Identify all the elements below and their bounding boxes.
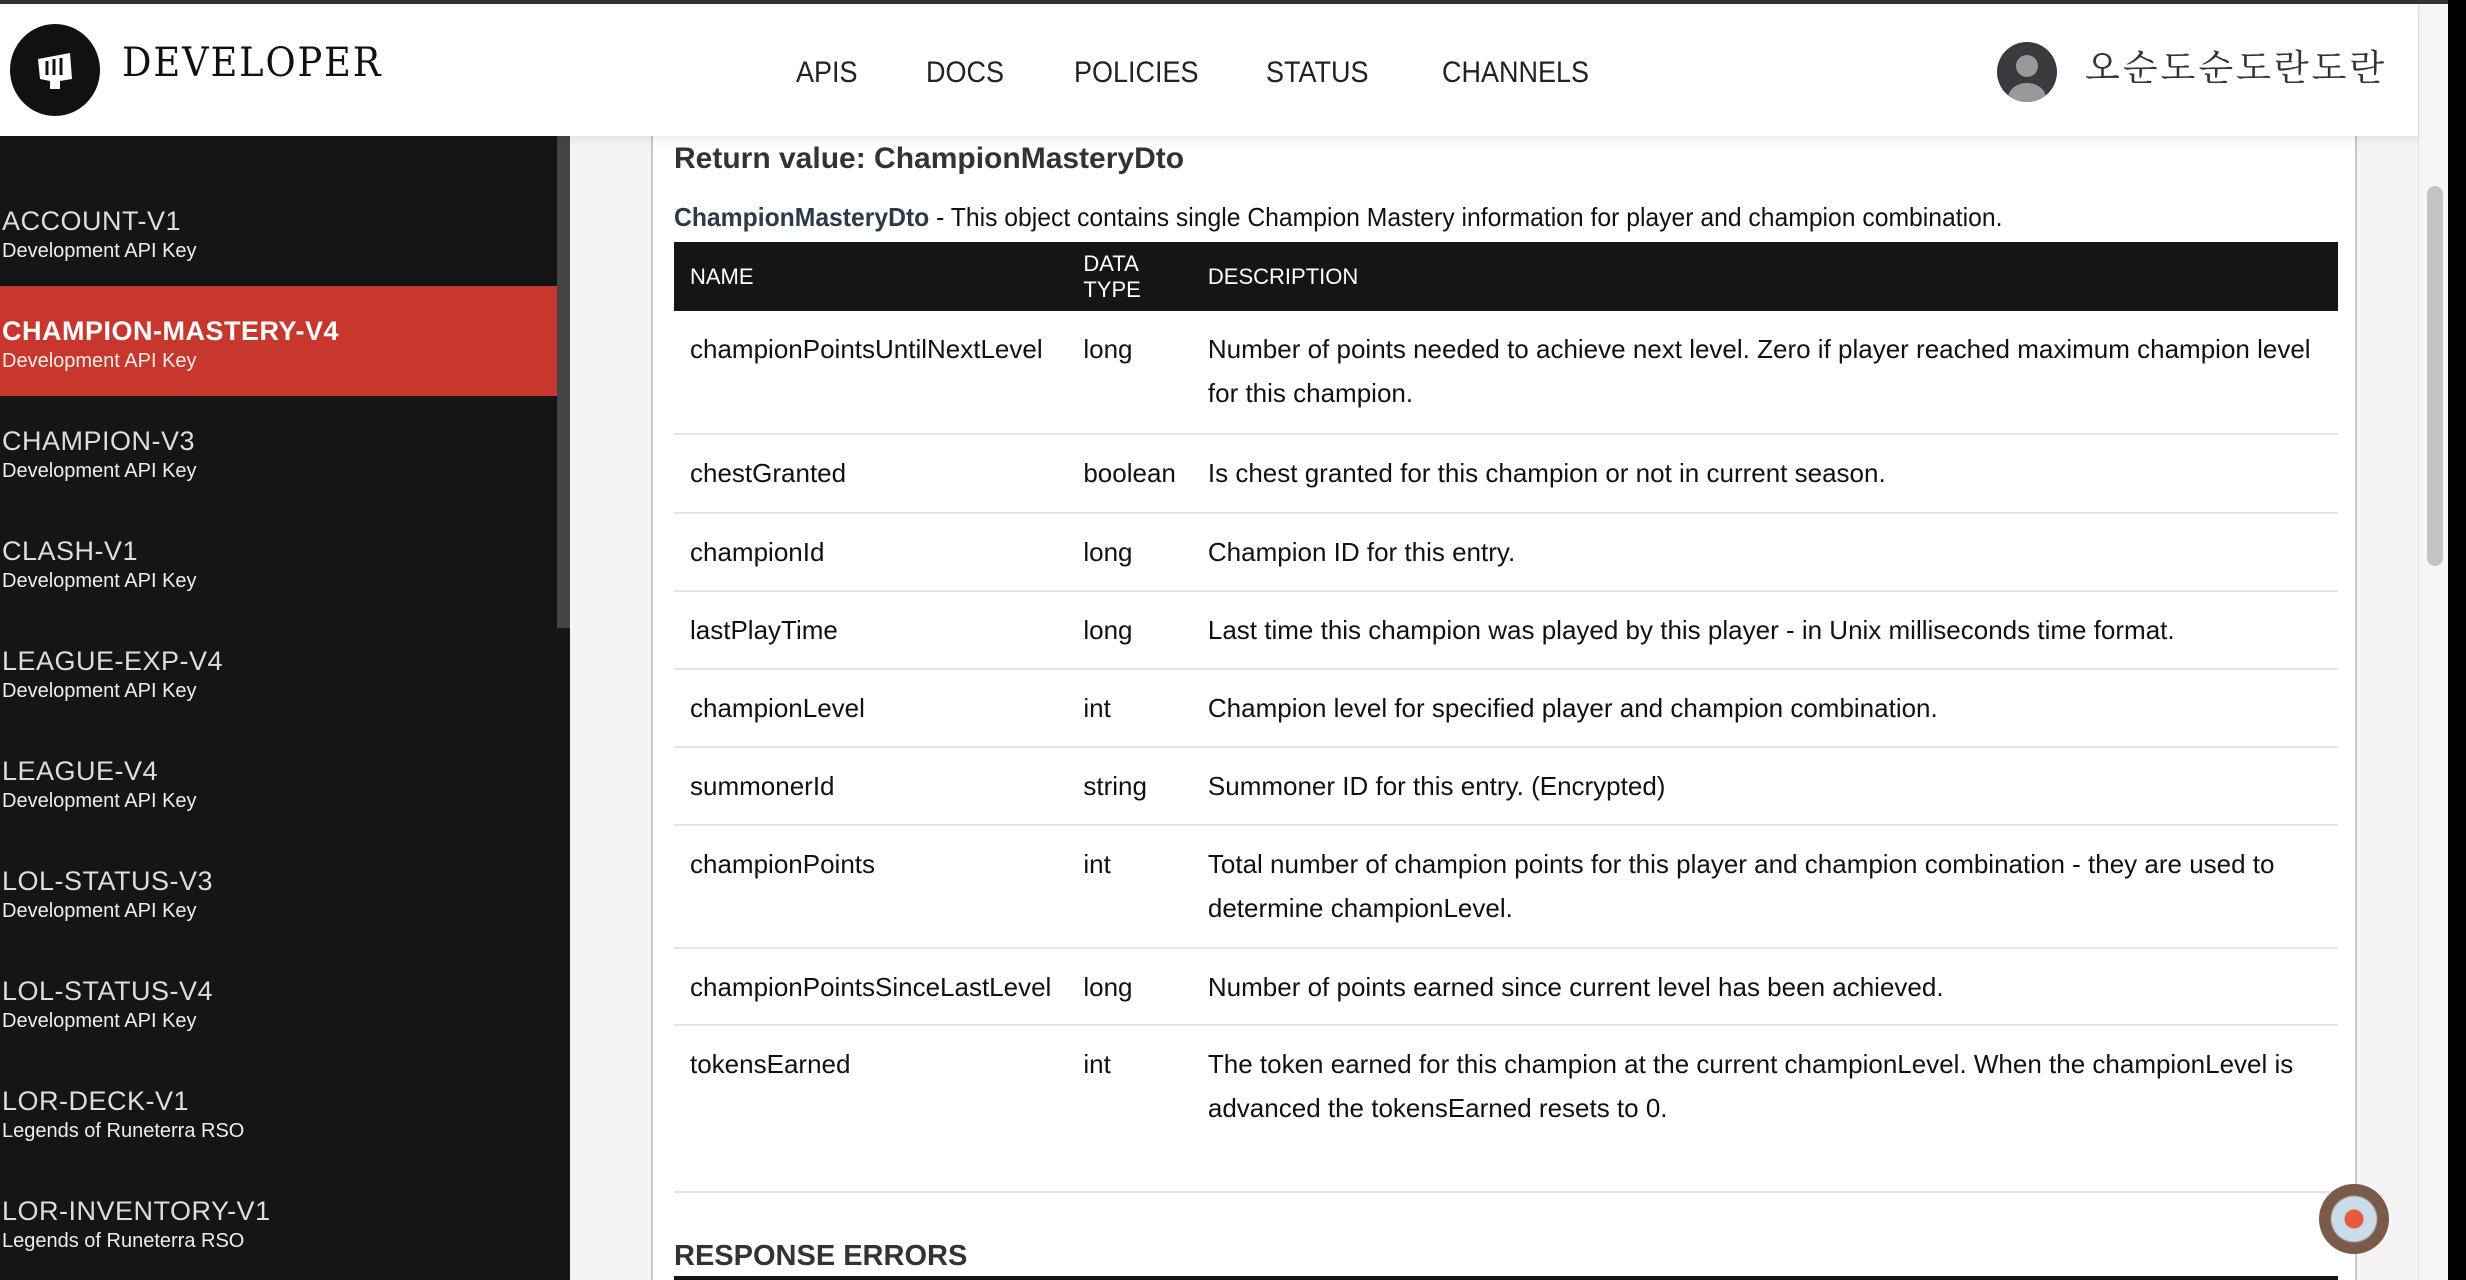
dto-name: ChampionMasteryDto [674,202,930,232]
nav-channels[interactable]: CHANNELS [1442,56,1590,89]
field-name-text: lastPlayTime [690,615,838,645]
sidebar-item[interactable] [0,176,557,286]
field-name-text: championPointsSinceLastLevel [690,972,1052,1002]
window-edge [2448,0,2466,1280]
page-scrollbar-thumb[interactable] [2427,186,2443,566]
field-type-text: long [1083,537,1133,567]
sidebar-item-title: CHAMPION-V3 [2,426,196,456]
field-name [674,669,1067,747]
response-errors-heading: RESPONSE ERRORS [674,1240,968,1272]
top-nav-bar [0,4,2418,136]
field-type [1067,1025,1192,1192]
nav-docs[interactable]: DOCS [926,56,1005,89]
field-description [1192,513,2338,591]
field-type [1067,669,1192,747]
field-description [1192,747,2338,825]
content-panel [651,136,2357,1280]
sidebar-item[interactable] [0,286,557,396]
field-description-text: Number of points earned since current level has been achieved. [1207,972,1944,1002]
sidebar-item[interactable] [0,396,557,506]
sidebar-item-title: LOL-STATUS-V4 [2,976,214,1006]
nav-policies[interactable]: POLICIES [1074,56,1199,89]
field-description-text: Summoner ID for this entry. (Encrypted) [1207,771,1666,801]
sidebar-item-title: LEAGUE-EXP-V4 [2,646,224,676]
field-type-text: long [1083,615,1133,645]
table-row [674,747,2338,825]
sidebar-item[interactable] [0,616,557,726]
table-row [674,1025,2338,1192]
table-row [674,669,2338,747]
sidebar-item-subtitle: Legends of Runeterra RSO [2,1230,245,1252]
field-description [1192,311,2338,434]
dto-description [674,202,2002,233]
sidebar-item[interactable] [0,1166,557,1276]
field-description [1192,1025,2338,1192]
field-description [1192,591,2338,669]
field-description-text: Last time this champion was played by this player - in Unix milliseconds time format. [1207,615,2175,645]
table-row [674,513,2338,591]
user-avatar-icon[interactable] [1997,42,2057,102]
field-type [1067,948,1192,1025]
riot-fist-logo-icon[interactable] [10,24,100,116]
field-type-text: boolean [1083,458,1176,488]
username[interactable]: 오순도순도란도란 [2085,48,2388,89]
field-name-text: tokensEarned [690,1049,851,1079]
field-type-text: int [1083,693,1111,723]
sidebar-item[interactable] [0,836,557,946]
field-name-text: summonerId [690,771,835,801]
field-type [1067,825,1192,948]
sidebar-item-subtitle: Development API Key [2,350,197,372]
sidebar-item-subtitle: Development API Key [2,900,197,922]
sidebar-item-subtitle: Development API Key [2,460,197,482]
sidebar-item-subtitle: Development API Key [2,240,197,262]
col-data-type: DATA TYPE [1067,242,1192,311]
sidebar-item[interactable] [0,726,557,836]
api-sidebar [0,136,570,1280]
sidebar-item-title: LOL-STATUS-V3 [2,866,214,896]
field-name [674,747,1067,825]
table-row [674,591,2338,669]
sidebar-item-subtitle: Development API Key [2,570,197,592]
dto-fields-table [674,242,2338,1193]
field-name [674,434,1067,513]
field-description-text: Is chest granted for this champion or not in current season. [1207,458,1886,488]
field-name [674,311,1067,434]
sidebar-item[interactable] [0,1056,557,1166]
sidebar-item-title: LOR-DECK-V1 [2,1086,190,1116]
field-description [1192,948,2338,1025]
sidebar-item-title: LEAGUE-V4 [2,756,159,786]
col-description: DESCRIPTION [1192,242,2338,311]
col-name: NAME [674,242,1067,311]
field-name [674,1025,1067,1192]
field-name-text: championId [690,537,825,567]
dto-desc-text: - This object contains single Champion Mastery information for player and champion combination. [929,202,2003,232]
field-type-text: string [1083,771,1147,801]
sidebar-item-subtitle: Legends of Runeterra RSO [2,1120,245,1142]
field-description [1192,434,2338,513]
sidebar-item-title: CLASH-V1 [2,536,139,566]
field-name [674,948,1067,1025]
field-type [1067,513,1192,591]
sidebar-item-subtitle: Development API Key [2,680,197,702]
sidebar-item-title: LOR-INVENTORY-V1 [2,1196,271,1226]
field-description [1192,669,2338,747]
field-name [674,513,1067,591]
return-value-title: Return value: ChampionMasteryDto [674,142,1185,175]
sidebar-item-subtitle: Development API Key [2,790,197,812]
field-type-text: long [1083,972,1133,1002]
field-description-text: Number of points needed to achieve next level. Zero if player reached maximum champion level for this champion. [1207,334,2311,408]
field-name-text: championLevel [690,693,865,723]
field-type-text: int [1083,849,1111,879]
table-row [674,434,2338,513]
field-type [1067,434,1192,513]
field-type [1067,311,1192,434]
field-name-text: championPointsUntilNextLevel [690,334,1043,364]
field-name-text: championPoints [690,849,875,879]
field-name [674,591,1067,669]
table-row [674,948,2338,1025]
table-row [674,311,2338,434]
brand-title[interactable]: DEVELOPER [122,40,383,86]
field-name [674,825,1067,948]
cookie-widget-icon[interactable] [2319,1184,2389,1254]
field-name-text: chestGranted [690,458,847,488]
field-description-text: The token earned for this champion at the current championLevel. When the championLevel is advanced the tokensEarned resets to 0. [1207,1049,2294,1123]
nav-apis[interactable]: APIS [796,56,858,89]
table-row [674,825,2338,948]
sidebar-item-subtitle: Development API Key [2,1010,197,1032]
nav-status[interactable]: STATUS [1266,56,1369,89]
field-description-text: Total number of champion points for this player and champion combination - they are used to determine championLevel. [1207,849,2275,923]
field-description [1192,825,2338,948]
sidebar-scrollbar[interactable] [557,136,570,628]
field-description-text: Champion ID for this entry. [1207,537,1516,567]
sidebar-item[interactable] [0,946,557,1056]
sidebar-item-title: ACCOUNT-V1 [2,206,182,236]
sidebar-item[interactable] [0,506,557,616]
field-type-text: long [1083,334,1133,364]
field-type [1067,591,1192,669]
field-type-text: int [1083,1049,1111,1079]
field-type [1067,747,1192,825]
sidebar-item-title: CHAMPION-MASTERY-V4 [2,316,340,346]
field-description-text: Champion level for specified player and champion combination. [1207,693,1938,723]
errors-table-top [674,1276,2338,1280]
